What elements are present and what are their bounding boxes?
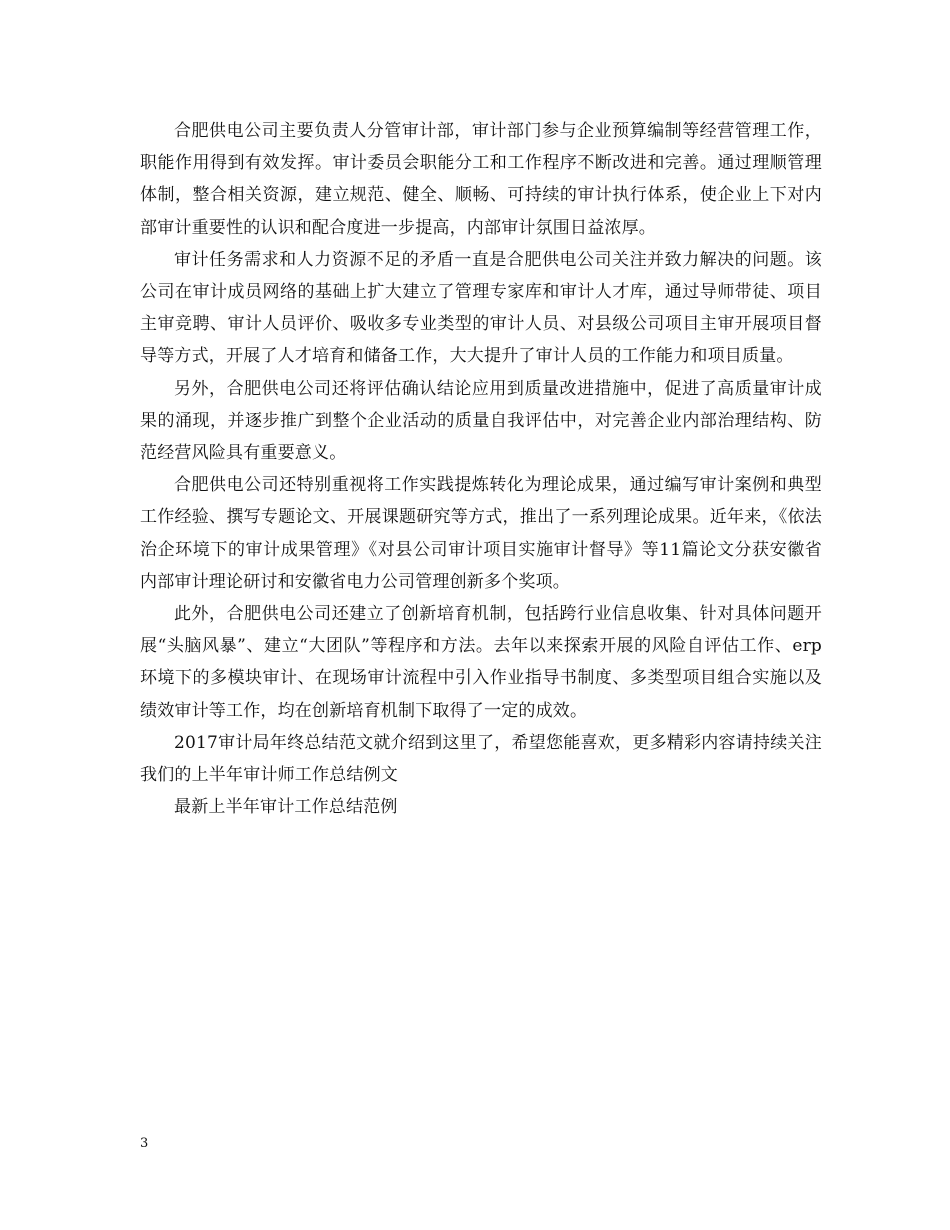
paragraph-6: 2017审计局年终总结范文就介绍到这里了，希望您能喜欢，更多精彩内容请持续关注我们的上半年审计师工作总结例文 xyxy=(140,732,822,786)
document-body xyxy=(140,115,822,823)
paragraph-7: 最新上半年审计工作总结范例 xyxy=(174,797,398,818)
paragraph-3: 另外，合肥供电公司还将评估确认结论应用到质量改进措施中，促进了高质量审计成果的涌现，并逐步推广到整个企业活动的质量自我评估中，对完善企业内部治理结构、防范经营风险具有重要意义。 xyxy=(140,378,822,464)
paragraph-1: 合肥供电公司主要负责人分管审计部，审计部门参与企业预算编制等经营管理工作，职能作用得到有效发挥。审计委员会职能分工和工作程序不断改进和完善。通过理顺管理体制，整合相关资源，建立规范、健全、顺畅、可持续的审计执行体系，使企业上下对内部审计重要性的认识和配合度进一步提高，内部审计氛围日益浓厚。 xyxy=(140,121,822,238)
paragraph-2: 审计任务需求和人力资源不足的矛盾一直是合肥供电公司关注并致力解决的问题。该公司在审计成员网络的基础上扩大建立了管理专家库和审计人才库，通过导师带徒、项目主审竞聘、审计人员评价、吸收多专业类型的审计人员、对县级公司项目主审开展项目督导等方式，开展了人才培育和储备工作，大大提升了审计人员的工作能力和项目质量。 xyxy=(140,249,822,367)
paragraph-4: 合肥供电公司还特别重视将工作实践提炼转化为理论成果，通过编写审计案例和典型工作经验、撰写专题论文、开展课题研究等方式，推出了一系列理论成果。近年来，《依法治企环境下的审计成果管理》《对县公司审计项目实施审计督导》等11篇论文分获安徽省内部审计理论研讨和安徽省电力公司管理创新多个奖项。 xyxy=(140,475,822,592)
paragraph-5: 此外，合肥供电公司还建立了创新培育机制，包括跨行业信息收集、针对具体问题开展“头脑风暴”、建立“大团队”等程序和方法。去年以来探索开展的风险自评估工作、erp环境下的多模块审计、在现场审计流程中引入作业指导书制度、多类型项目组合实施以及绩效审计等工作，均在创新培育机制下取得了一定的成效。 xyxy=(140,604,822,721)
page-number: 3 xyxy=(140,1136,149,1151)
